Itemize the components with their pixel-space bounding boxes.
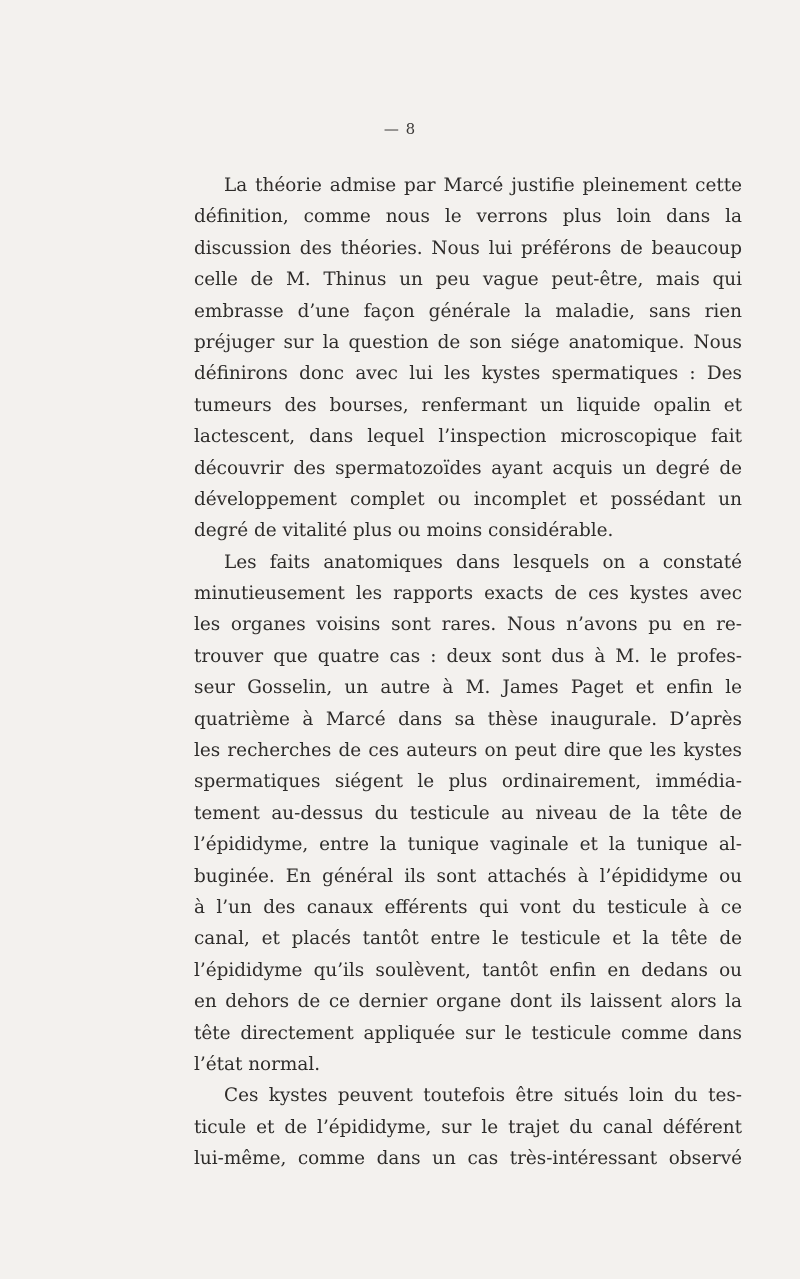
body-text <box>194 170 742 1175</box>
text-line: l’état normal. <box>194 1053 321 1075</box>
text-line: seur Gosselin, un autre à M. James Paget et enfin le <box>194 677 742 699</box>
text-line: buginée. En général ils sont attachés à l’épididyme ou <box>194 865 742 887</box>
text-line: minutieusement les rapports exacts de ces kystes avec <box>194 583 742 605</box>
text-line: découvrir des spermatozoïdes ayant acquis un degré de <box>194 457 742 479</box>
text-line: embrasse d’une façon générale la maladie, sans rien <box>194 300 742 322</box>
text-line: Ces kystes peuvent toutefois être situés loin du tes- <box>224 1085 742 1107</box>
text-line: l’épididyme qu’ils soulèvent, tantôt enfin en dedans ou <box>194 959 742 981</box>
text-line: définirons donc avec lui les kystes spermatiques : Des <box>194 363 742 385</box>
text-line: en dehors de ce dernier organe dont ils laissent alors la <box>194 991 742 1013</box>
text-line: lactescent, dans lequel l’inspection microscopique fait <box>194 426 742 448</box>
text-line: canal, et placés tantôt entre le testicule et la tête de <box>194 928 742 950</box>
text-line: les recherches de ces auteurs on peut dire que les kystes <box>194 740 742 762</box>
text-line: tumeurs des bourses, renfermant un liquide opalin et <box>194 394 742 416</box>
text-line: préjuger sur la question de son siége anatomique. Nous <box>194 331 742 353</box>
text-line: spermatiques siégent le plus ordinairement, immédia- <box>194 771 742 793</box>
text-line: discussion des théories. Nous lui préférons de beaucoup <box>194 237 742 259</box>
text-line: quatrième à Marcé dans sa thèse inaugurale. D’après <box>194 708 742 730</box>
text-line: La théorie admise par Marcé justifie pleinement cette <box>224 175 742 196</box>
text-line: Les faits anatomiques dans lesquels on a constaté <box>224 551 742 573</box>
text-line: ticule et de l’épididyme, sur le trajet du canal déférent <box>194 1116 742 1138</box>
text-line: tement au-dessus du testicule au niveau de la tête de <box>194 802 742 824</box>
text-line: degré de vitalité plus ou moins considérable. <box>194 520 614 542</box>
text-line: définition, comme nous le verrons plus loin dans la <box>194 206 742 228</box>
text-line: développement complet ou incomplet et possédant un <box>194 488 742 510</box>
text-line: l’épididyme, entre la tunique vaginale et la tunique al- <box>194 834 742 856</box>
text-line: tête directement appliquée sur le testicule comme dans <box>194 1022 742 1044</box>
text-line: lui-même, comme dans un cas très-intéressant observé <box>194 1148 742 1170</box>
text-line: trouver que quatre cas : deux sont dus à M. le profes- <box>194 645 742 667</box>
page-number: — 8 <box>383 120 417 138</box>
text-line: à l’un des canaux efférents qui vont du testicule à ce <box>194 896 742 918</box>
text-line: celle de M. Thinus un peu vague peut-être, mais qui <box>194 269 742 291</box>
text-line: les organes voisins sont rares. Nous n’avons pu en re- <box>194 614 742 636</box>
